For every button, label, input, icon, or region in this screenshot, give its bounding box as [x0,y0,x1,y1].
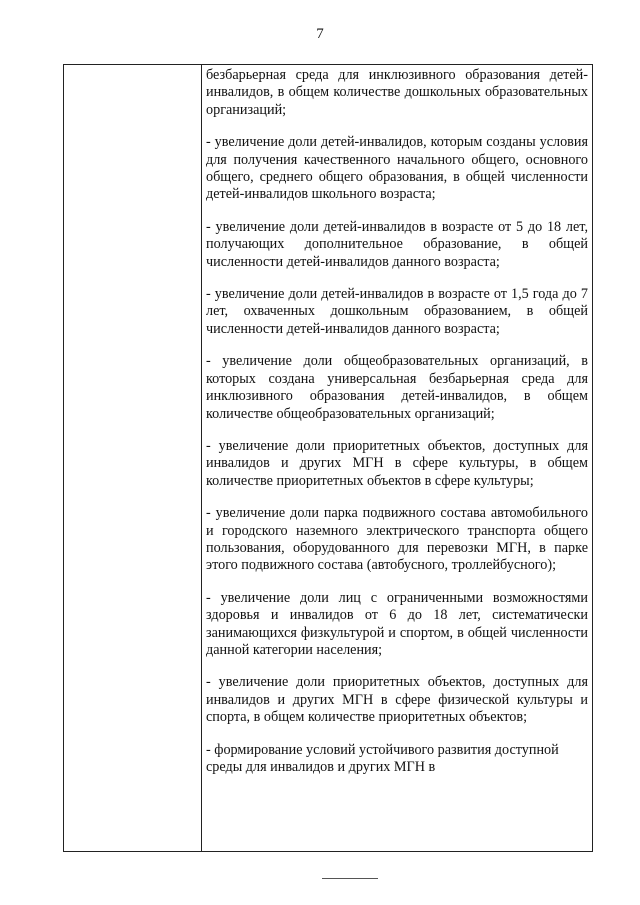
page-number: 7 [316,26,324,42]
paragraph-barrier-free-preschool: безбарьерная среда для инклюзивного образования детей-инвалидов, в общем количестве дошкольных образовательных организаций; [206,67,588,118]
paragraph-sustainable-development: - формирование условий устойчивого развития доступной среды для инвалидов и других МГН в [206,741,559,775]
column-divider [201,65,202,851]
paragraph-transport-fleet: - увеличение доли парка подвижного состава автомобильного и городского наземного электрического транспорта общего пользования, оборудованного для перевозки МГН, в парке этого подвижного состава (автобусного, троллейбусного); [206,505,588,574]
paragraph-additional-education: - увеличение доли детей-инвалидов в возрасте от 5 до 18 лет, получающих дополнительное образование, в общей численности детей-инвалидов данного возраста; [206,218,588,270]
indicators-column [206,67,588,776]
paragraph-sport-participation: - увеличение доли лиц с ограниченными возможностями здоровья и инвалидов от 6 до 18 лет, систематически занимающихся физкультурой и спортом, в общей численности данной категории населения; [206,589,588,658]
paragraph-general-education-orgs: - увеличение доли общеобразовательных организаций, в которых создана универсальная безбарьерная среда для инклюзивного образования детей-инвалидов, в общем количестве общеобразовательных организаций; [206,353,588,422]
table-frame [63,64,593,852]
footer-divider [322,878,378,879]
paragraph-sport-objects: - увеличение доли приоритетных объектов, доступных для инвалидов и других МГН в сфере физической культуры и спорта, в общем количестве приоритетных объектов; [206,674,588,726]
paragraph-school-conditions: - увеличение доли детей-инвалидов, которым созданы условия для получения качественного начального общего, основного общего, среднего общего образования, в общей численности детей-инвалидов школьного возраста; [206,134,588,203]
paragraph-culture-objects: - увеличение доли приоритетных объектов, доступных для инвалидов и других МГН в сфере культуры, в общем количестве приоритетных объектов в сфере культуры; [206,437,588,489]
paragraph-preschool-coverage: - увеличение доли детей-инвалидов в возрасте от 1,5 года до 7 лет, охваченных дошкольным образованием, в общей численности детей-инвалидов данного возраста; [206,286,588,337]
